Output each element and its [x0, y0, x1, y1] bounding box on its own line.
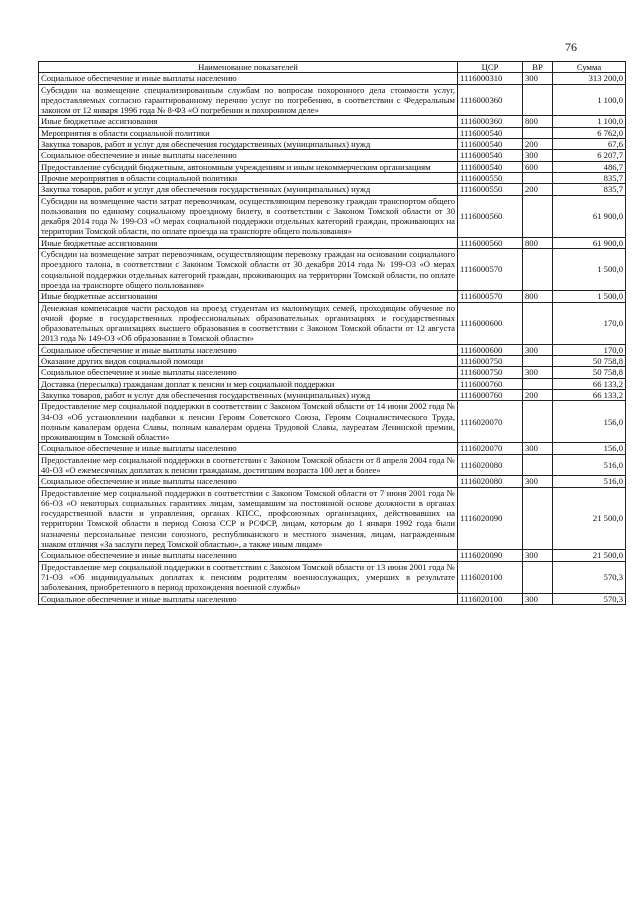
table-row: [39, 184, 626, 195]
row-name-cell: Социальное обеспечение и иные выплаты населению: [39, 367, 458, 378]
row-csr-cell: 1116000760: [458, 378, 523, 389]
table-row: [39, 550, 626, 561]
row-sum-cell: 156,0: [553, 401, 626, 443]
row-csr-cell: 1116000750: [458, 367, 523, 378]
row-vr-cell: 800: [523, 291, 553, 302]
table-row: [39, 139, 626, 150]
row-name-cell: Иные бюджетные ассигнования: [39, 237, 458, 248]
row-vr-cell: [523, 401, 553, 443]
row-csr-cell: 1116020080: [458, 454, 523, 476]
row-name-cell: Социальное обеспечение и иные выплаты населению: [39, 150, 458, 161]
row-name-cell: Прочие мероприятия в области социальной политики: [39, 172, 458, 183]
row-name-cell: Оказание других видов социальной помощи: [39, 356, 458, 367]
row-csr-cell: 1116000600: [458, 344, 523, 355]
table-row: [39, 401, 626, 443]
row-csr-cell: 1116000360: [458, 116, 523, 127]
row-csr-cell: 1116000560: [458, 195, 523, 237]
row-sum-cell: 1 500,0: [553, 249, 626, 291]
row-vr-cell: 200: [523, 389, 553, 400]
table-row: [39, 356, 626, 367]
row-csr-cell: 1116000560: [458, 237, 523, 248]
table-row: [39, 593, 626, 604]
header-csr: ЦСР: [458, 62, 523, 73]
row-vr-cell: [523, 302, 553, 344]
table-row: [39, 291, 626, 302]
row-csr-cell: 1116000550: [458, 172, 523, 183]
row-vr-cell: 300: [523, 443, 553, 454]
row-sum-cell: 570,3: [553, 561, 626, 593]
row-sum-cell: 50 758,8: [553, 356, 626, 367]
row-sum-cell: 6 207,7: [553, 150, 626, 161]
row-name-cell: Социальное обеспечение и иные выплаты населению: [39, 73, 458, 84]
row-csr-cell: 1116020090: [458, 487, 523, 550]
page-number: 76: [565, 40, 577, 54]
row-csr-cell: 1116000550: [458, 184, 523, 195]
row-name-cell: Мероприятия в области социальной политики: [39, 127, 458, 138]
row-vr-cell: 300: [523, 344, 553, 355]
row-sum-cell: 156,0: [553, 443, 626, 454]
row-csr-cell: 1116000540: [458, 127, 523, 138]
row-vr-cell: [523, 84, 553, 116]
row-sum-cell: 486,7: [553, 161, 626, 172]
table-row: [39, 237, 626, 248]
row-sum-cell: 170,0: [553, 344, 626, 355]
row-vr-cell: [523, 454, 553, 476]
table-row: [39, 249, 626, 291]
row-vr-cell: [523, 249, 553, 291]
row-name-cell: Доставка (пересылка) гражданам доплат к пенсии и мер социальной поддержки: [39, 378, 458, 389]
row-vr-cell: [523, 172, 553, 183]
row-sum-cell: 21 500,0: [553, 550, 626, 561]
row-vr-cell: [523, 195, 553, 237]
table-row: [39, 161, 626, 172]
header-sum: Сумма: [553, 62, 626, 73]
row-csr-cell: 1116000600: [458, 302, 523, 344]
row-name-cell: Социальное обеспечение и иные выплаты населению: [39, 344, 458, 355]
table-row: [39, 195, 626, 237]
row-csr-cell: 1116000750: [458, 356, 523, 367]
table-row: [39, 367, 626, 378]
row-sum-cell: 570,3: [553, 593, 626, 604]
row-name-cell: Закупка товаров, работ и услуг для обеспечения государственных (муниципальных) нужд: [39, 389, 458, 400]
row-sum-cell: 313 200,0: [553, 73, 626, 84]
row-sum-cell: 516,0: [553, 454, 626, 476]
budget-table: [38, 61, 626, 605]
row-vr-cell: [523, 356, 553, 367]
row-name-cell: Социальное обеспечение и иные выплаты населению: [39, 593, 458, 604]
row-csr-cell: 1116020090: [458, 550, 523, 561]
row-vr-cell: 800: [523, 237, 553, 248]
row-csr-cell: 1116020070: [458, 401, 523, 443]
header-name: Наименование показателей: [39, 62, 458, 73]
row-name-cell: Закупка товаров, работ и услуг для обеспечения государственных (муниципальных) нужд: [39, 184, 458, 195]
row-name-cell: Денежная компенсация части расходов на проезд студентам из малоимущих семей, проходящим обучение по очной форме в государственных профессиональных образовательных организациях и государственных образовательных организациях высшего образования в соответствии с Законом Томской области от 12 августа 2013 года № 149-ОЗ «Об образовании в Томской области»: [39, 302, 458, 344]
row-vr-cell: 300: [523, 150, 553, 161]
row-vr-cell: [523, 487, 553, 550]
row-sum-cell: 835,7: [553, 172, 626, 183]
row-sum-cell: 1 500,0: [553, 291, 626, 302]
row-vr-cell: [523, 378, 553, 389]
row-name-cell: Социальное обеспечение и иные выплаты населению: [39, 550, 458, 561]
row-csr-cell: 1116020070: [458, 443, 523, 454]
row-sum-cell: 516,0: [553, 476, 626, 487]
table-row: [39, 116, 626, 127]
row-vr-cell: 300: [523, 73, 553, 84]
row-name-cell: Предоставление мер социальной поддержки в соответствии с Законом Томской области от 13 июня 2001 года № 71-ОЗ «Об индивидуальных доплатах к пенсиям родителям военнослужащих, умерших в результате заболевания, приобретенного в период прохождения военной службы»: [39, 561, 458, 593]
row-vr-cell: 600: [523, 161, 553, 172]
row-vr-cell: 300: [523, 367, 553, 378]
row-name-cell: Предоставление мер социальной поддержки в соответствии с Законом Томской области от 7 июня 2001 года № 66-ОЗ «О некоторых социальных гарантиях лицам, замещавшим на постоянной основе должности в органах государственной власти и управления, органах КПСС, профсоюзных организациях, действовавших на территории Томской области в период Союза ССР и РСФСР, лицам, которым до 1 января 1992 года были назначены персональные пенсии союзного, республиканского и местного значения, лицам, награжденным знаком отличия «За заслуги перед Томской областью», а также иным лицам»: [39, 487, 458, 550]
table-row: [39, 73, 626, 84]
row-sum-cell: 61 900,0: [553, 195, 626, 237]
row-csr-cell: 1116000540: [458, 139, 523, 150]
row-sum-cell: 66 133,2: [553, 378, 626, 389]
table-row: [39, 487, 626, 550]
row-name-cell: Социальное обеспечение и иные выплаты населению: [39, 476, 458, 487]
table-row: [39, 476, 626, 487]
row-name-cell: Социальное обеспечение и иные выплаты населению: [39, 443, 458, 454]
table-row: [39, 127, 626, 138]
row-sum-cell: 61 900,0: [553, 237, 626, 248]
table-row: [39, 378, 626, 389]
row-sum-cell: 170,0: [553, 302, 626, 344]
row-vr-cell: 800: [523, 116, 553, 127]
table-row: [39, 454, 626, 476]
row-sum-cell: 835,7: [553, 184, 626, 195]
row-sum-cell: 1 100,0: [553, 84, 626, 116]
row-name-cell: Субсидии на возмещение части затрат перевозчикам, осуществляющим перевозку граждан транспортом общего пользования по единому социальному проездному билету, в соответствии с Законом Томской области от 30 декабря 2014 года № 199-ОЗ «О мерах социальной поддержки отдельных категорий граждан, проживающих на территории Томской области, по оплате проезда на транспорте общего пользования»: [39, 195, 458, 237]
row-vr-cell: [523, 561, 553, 593]
row-vr-cell: 300: [523, 476, 553, 487]
row-sum-cell: 21 500,0: [553, 487, 626, 550]
table-header-row: [39, 62, 626, 73]
row-sum-cell: 1 100,0: [553, 116, 626, 127]
row-name-cell: Закупка товаров, работ и услуг для обеспечения государственных (муниципальных) нужд: [39, 139, 458, 150]
row-vr-cell: 200: [523, 139, 553, 150]
row-name-cell: Субсидии на возмещение специализированным службам по вопросам похоронного дела стоимости услуг, предоставляемых согласно гарантированному перечню услуг по погребению, в соответствии с Федеральным законом от 12 января 1996 года № 8-ФЗ «О погребении и похоронном деле»: [39, 84, 458, 116]
header-vr: ВР: [523, 62, 553, 73]
row-name-cell: Иные бюджетные ассигнования: [39, 116, 458, 127]
row-csr-cell: 1116020100: [458, 561, 523, 593]
row-name-cell: Предоставление мер социальной поддержки в соответствии с Законом Томской области от 14 июня 2002 года № 34-ОЗ «Об установлении надбавки к пенсии Героям Советского Союза, Героям Социалистического Труда, полным кавалерам ордена Славы, полным кавалерам ордена Трудовой Славы, лауреатам Ленинской премии, проживающим в Томской области»: [39, 401, 458, 443]
row-csr-cell: 1116020080: [458, 476, 523, 487]
row-csr-cell: 1116000570: [458, 249, 523, 291]
row-csr-cell: 1116000570: [458, 291, 523, 302]
row-sum-cell: 6 762,0: [553, 127, 626, 138]
row-name-cell: Иные бюджетные ассигнования: [39, 291, 458, 302]
row-vr-cell: 300: [523, 593, 553, 604]
row-name-cell: Предоставление субсидий бюджетным, автономным учреждениям и иным некоммерческим организациям: [39, 161, 458, 172]
row-csr-cell: 1116020100: [458, 593, 523, 604]
row-sum-cell: 66 133,2: [553, 389, 626, 400]
row-vr-cell: [523, 127, 553, 138]
row-vr-cell: 300: [523, 550, 553, 561]
row-csr-cell: 1116000540: [458, 150, 523, 161]
row-csr-cell: 1116000760: [458, 389, 523, 400]
table-row: [39, 150, 626, 161]
table-row: [39, 84, 626, 116]
row-sum-cell: 67,6: [553, 139, 626, 150]
table-row: [39, 561, 626, 593]
table-row: [39, 389, 626, 400]
table-row: [39, 443, 626, 454]
table-row: [39, 172, 626, 183]
row-csr-cell: 1116000310: [458, 73, 523, 84]
table-row: [39, 302, 626, 344]
row-name-cell: Субсидии на возмещение затрат перевозчикам, осуществляющим перевозку граждан на основании социального проездного талона, в соответствии с Законом Томской области от 30 декабря 2014 года № 199-ОЗ «О мерах социальной поддержки отдельных категорий граждан, проживающих на территории Томской области, по оплате проезда на транспорте общего пользования»: [39, 249, 458, 291]
row-name-cell: Предоставление мер социальной поддержки в соответствии с Законом Томской области от 8 апреля 2004 года № 40-ОЗ «О ежемесячных доплатах к пенсии гражданам, достигшим возраста 100 лет и более»: [39, 454, 458, 476]
row-csr-cell: 1116000360: [458, 84, 523, 116]
table-row: [39, 344, 626, 355]
row-vr-cell: 200: [523, 184, 553, 195]
row-csr-cell: 1116000540: [458, 161, 523, 172]
row-sum-cell: 50 758,8: [553, 367, 626, 378]
